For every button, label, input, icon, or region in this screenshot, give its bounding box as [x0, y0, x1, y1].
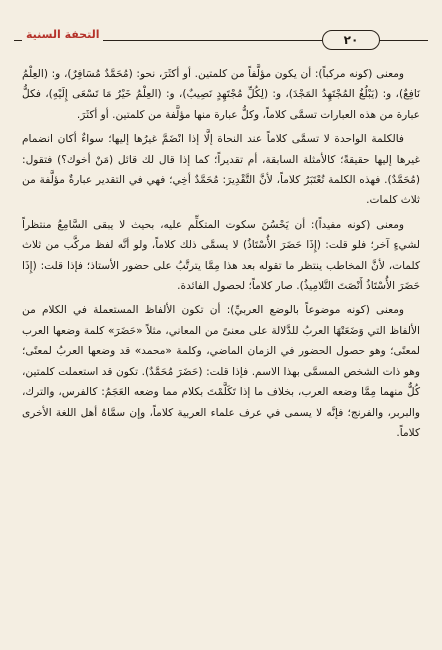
paragraph-useful: ومعنى (كونه مفيداً): أن يَحْسُنَ سكوت المتكلِّم عليه، بحيث لا يبقى السَّامِعُ منتظراً لشيءٍ آخر؛ فلو قلت: (إِذَا حَضَرَ الأُسْتَاذُ) لا يسمَّى ذلك كلاماً، ولو أنَّه لفظ مركَّب من ثلاث كلمات، لأنَّ المخاطب ينتظر ما تقوله بعد هذا مِمَّا يترتَّبُ على حضور الأستاذ؛ فإذا قلت: (إِذَا حَضَرَ الأُسْتَاذُ أَنْصَتَ التَّلامِيذُ). صار كلاماً؛ لحصول الفائدة. [22, 218, 420, 293]
page-body [22, 64, 420, 447]
book-title: التحفة السنية [22, 28, 103, 41]
page-header [14, 28, 428, 56]
paragraph-compound: ومعنى (كونه مركباً): أن يكون مؤلَّفاً من كلمتين. أو أكثَرَ، نحو: (مُحَمَّدٌ مُسَافِرٌ)، و: (العِلْمُ نَافِعٌ)، و: (يَبْلُغُ المُجْتَهِدُ المَجْدَ)، و: (لِكُلِّ مُجْتَهِدٍ نَصِيبٌ)، و: (العِلْمُ خَيْرُ مَا تَسْعَى إِلَيْهِ)، فكلُّ عبارة من هذه العبارات تسمَّى كلاماً، وكلُّ عبارة منها مؤلَّفة من كلمتين. أو أكثَرَ. [22, 68, 420, 121]
paragraph-arabic-coinage: ومعنى (كونه موضوعاً بالوضع العربيِّ): أن تكون الألفاظ المستعملة في الكلام من الألفاظ التي وَضَعَتْهَا العربُ للدَّلالة على معنىً من المعاني، مثلاً «حَضَرَ» كلمة وضعها العرب لمعنًى؛ وهو حصول الحضور في الزمان الماضي، وكلمة «محمد» قد وضعها العربُ لمعنًى؛ وهو ذات الشخص المسمَّى بهذا الاسم. فإذا قلت: (حَضَرَ مُحَمَّدٌ). تكون قد استعملت كلمتين، كُلٌّ منهما مِمَّا وضعه العرب، بخلاف ما إذا تَكَلَّمْتَ بكلام مما وضعه العَجَمُ: كالفرس، والترك، والبربر، والفرنج؛ فإنَّه لا يسمى في عرف علماء العربية كلاماً، وإن سمَّاهُ أهل اللغة الأخرى كلاماً. [22, 304, 420, 439]
paragraph-single-word: فالكلمة الواحدة لا تسمَّى كلاماً عند النحاة إلَّا إذا انْضَمَّ غيرُها إليها؛ سواءٌ أكان انضمام غيرها إليها حقيقةً؛ كالأمثلة السابقة، أم تقديراً؛ كما إذا قال لك قائل (مَنْ أخوك؟) فتقول: (مُحَمَّدٌ). فهذه الكلمة تُعْتَبَرُ كلاماً، لأنَّ التَّقْدِيرَ: مُحَمَّدٌ أخِي؛ فهي في التقدير عبارةٌ مؤلَّفة من ثلاث كلمات. [22, 133, 420, 207]
page-number: ٢٠ [322, 30, 380, 50]
